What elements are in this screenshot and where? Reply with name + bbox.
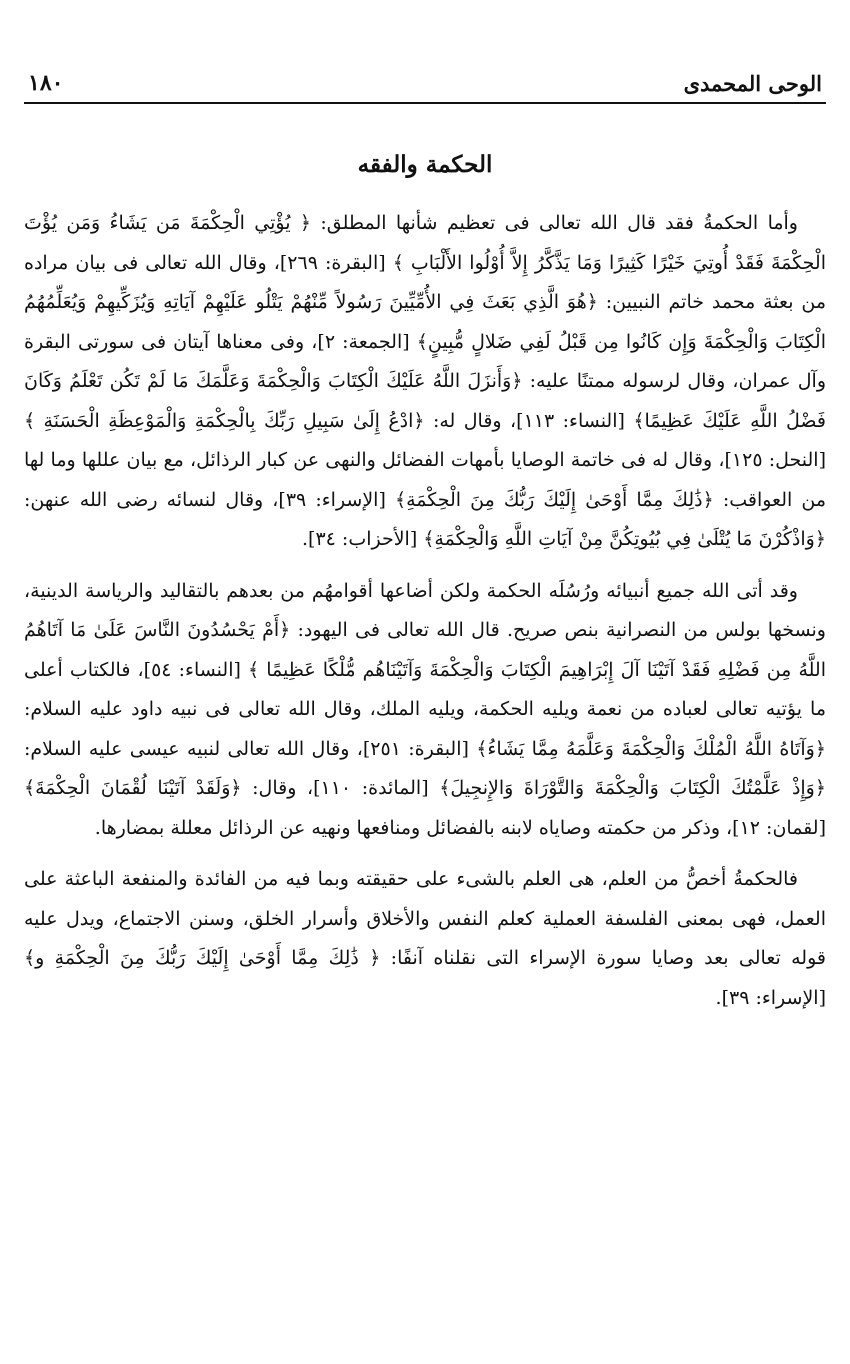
paragraph-1: وأما الحكمةُ فقد قال الله تعالى فى تعظيم شأنها المطلق: ﴿ يُؤْتِي الْحِكْمَةَ مَن يَشَاءُ وَمَن يُؤْتَ الْحِكْمَةَ فَقَدْ أُوتِيَ خَيْرًا كَثِيرًا وَمَا يَذَّكَّرُ إِلاَّ أُوْلُوا الأَلْبَابِ ﴾ [البقرة: ٢٦٩]، وقال الله تعالى فى بيان مراده من بعثة محمد خاتم النبيين: ﴿هُوَ الَّذِي بَعَثَ فِي الأُمِّيِّينَ رَسُولاً مِّنْهُمْ يَتْلُو عَلَيْهِمْ آيَاتِهِ وَيُزَكِّيهِمْ وَيُعَلِّمُهُمُ الْكِتَابَ وَالْحِكْمَةَ وَإِن كَانُوا مِن قَبْلُ لَفِي ضَلالٍ مُّبِينٍ﴾ [الجمعة: ٢]، وفى معناها آيتان فى سورتى البقرة وآل عمران، وقال لرسوله ممتنًا عليه: ﴿وَأَنزَلَ اللَّهُ عَلَيْكَ الْكِتَابَ وَالْحِكْمَةَ وَعَلَّمَكَ مَا لَمْ تَكُن تَعْلَمُ وَكَانَ فَضْلُ اللَّهِ عَلَيْكَ عَظِيمًا﴾ [النساء: ١١٣]، وقال له: ﴿ادْعُ إِلَىٰ سَبِيلِ رَبِّكَ بِالْحِكْمَةِ وَالْمَوْعِظَةِ الْحَسَنَةِ ﴾ [النحل: ١٢٥]، وقال له فى خاتمة الوصايا بأمهات الفضائل والنهى عن كبار الرذائل، مع بيان عللها وما لها من العواقب: ﴿ذَٰلِكَ مِمَّا أَوْحَىٰ إِلَيْكَ رَبُّكَ مِنَ الْحِكْمَةِ﴾ [الإسراء: ٣٩]، وقال لنسائه رضى الله عنهن: ﴿وَاذْكُرْنَ مَا يُتْلَىٰ فِي بُيُوتِكُنَّ مِنْ آيَاتِ اللَّهِ وَالْحِكْمَةِ﴾ [الأحزاب: ٣٤].: [24, 212, 827, 551]
paragraph-2: وقد أتى الله جميع أنبيائه ورُسُلَه الحكمة ولكن أضاعها أقوامهُم من بعدهم بالتقاليد والرياسة الدينية، ونسخها بولس من النصرانية بنص صريح. قال الله تعالى فى اليهود: ﴿أَمْ يَحْسُدُونَ النَّاسَ عَلَىٰ مَا آتَاهُمُ اللَّهُ مِن فَضْلِهِ فَقَدْ آتَيْنَا آلَ إِبْرَاهِيمَ الْكِتَابَ وَالْحِكْمَةَ وَآتَيْنَاهُم مُّلْكًا عَظِيمًا ﴾ [النساء: ٥٤]، فالكتاب أعلى ما يؤتيه تعالى لعباده من نعمة ويليه الحكمة، ويليه الملك، وقال الله تعالى فى نبيه داود عليه السلام: ﴿وَآتَاهُ اللَّهُ الْمُلْكَ وَالْحِكْمَةَ وَعَلَّمَهُ مِمَّا يَشَاءُ﴾ [البقرة: ٢٥١]، وقال الله تعالى لنبيه عيسى عليه السلام: ﴿وَإِذْ عَلَّمْتُكَ الْكِتَابَ وَالْحِكْمَةَ وَالتَّوْرَاةَ وَالإِنجِيلَ﴾ [المائدة: ١١٠]، وقال: ﴿وَلَقَدْ آتَيْنَا لُقْمَانَ الْحِكْمَةَ﴾ [لقمان: ١٢]، وذكر من حكمته وصاياه لابنه بالفضائل ومنافعها ونهيه عن الرذائل معللة بمضارها.: [24, 579, 826, 839]
page-number: ١٨٠: [28, 70, 64, 96]
body-text: [24, 204, 826, 1018]
header-rule: [24, 102, 826, 104]
running-header: [24, 70, 826, 102]
paragraph-3: فالحكمةُ أخصُّ من العلم، هى العلم بالشىء على حقيقته وبما فيه من الفائدة والمنفعة الباعثة على العمل، فهى بمعنى الفلسفة العملية كعلم النفس والأخلاق وأسرار الخلق، وسنن الاجتماع، ويدل عليه قوله تعالى بعد وصايا سورة الإسراء التى نقلناه آنفًا: ﴿ ذَٰلِكَ مِمَّا أَوْحَىٰ إِلَيْكَ رَبُّكَ مِنَ الْحِكْمَةِ و﴾ [الإسراء: ٣٩].: [24, 868, 826, 1009]
section-title: الحكمة والفقه: [357, 151, 493, 179]
book-title: الوحى المحمدى: [683, 71, 822, 97]
